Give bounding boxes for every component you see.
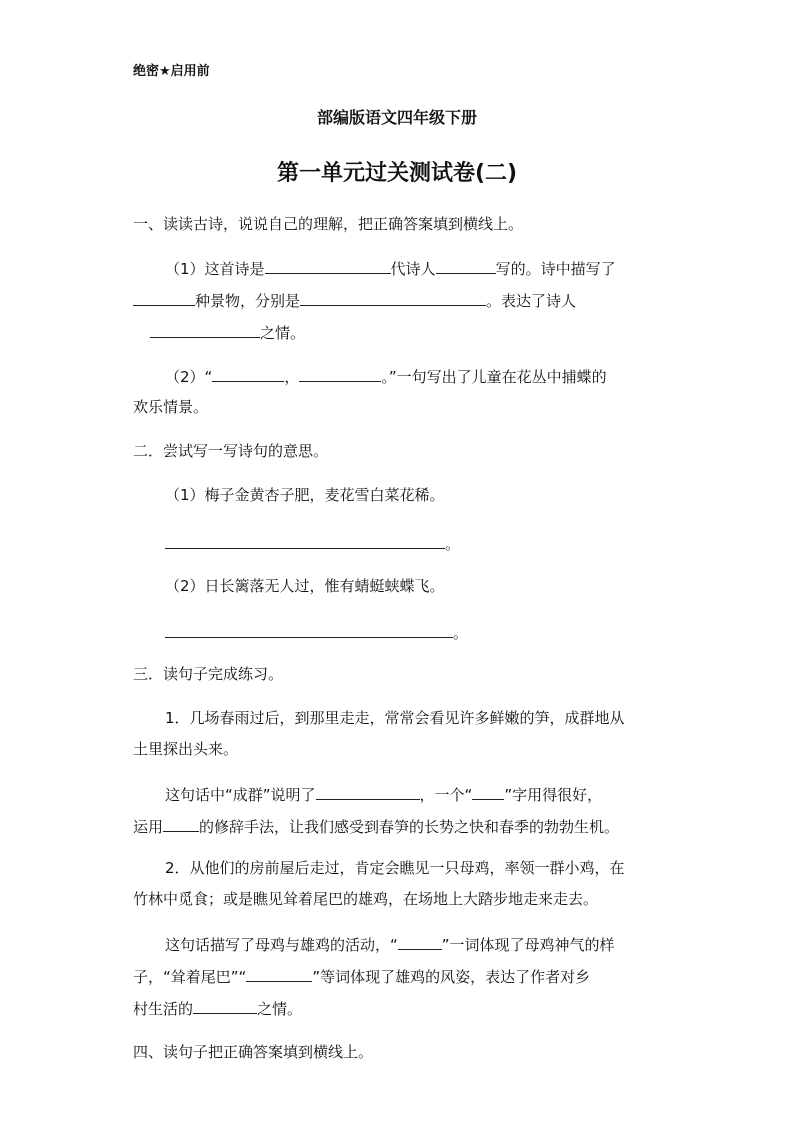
section2-q2-answer: 。: [165, 622, 468, 643]
confidential-label: 绝密★启用前: [133, 64, 210, 79]
section3-heading: 三．读句子完成练习。: [133, 665, 284, 683]
section3-p1-question-line2: 运用 的修辞手法，让我们感受到春笋的长势之快和春季的勃勃生机。: [133, 818, 620, 836]
section3-p2-line1: 2．从他们的房前屋后走过，肯定会瞧见一只母鸡，率领一群小鸡，在: [165, 859, 625, 877]
section1-q1-line2: 种景物，分别是 。表达了诗人: [133, 290, 576, 311]
answer-blank[interactable]: [265, 258, 391, 274]
section3-p1-line2: 土里探出头来。: [133, 740, 239, 758]
answer-blank[interactable]: [299, 366, 381, 382]
section1-heading: 一、读读古诗，说说自己的理解，把正确答案填到横线上。: [133, 215, 524, 233]
section1-q1-line3: 之情。: [150, 322, 305, 343]
answer-blank[interactable]: [436, 258, 496, 274]
answer-blank[interactable]: [398, 934, 442, 950]
section3-p2-question-line3: 村生活的 之情。: [133, 1000, 303, 1018]
section1-q2-line2: 欢乐情景。: [133, 398, 209, 416]
answer-blank[interactable]: [300, 290, 486, 306]
section3-p1-question-line1: 这句话中“成群”说明了 ，一个“ ”字用得很好，: [165, 786, 603, 804]
section3-p2-question-line2: 子，“耸着尾巴”“ ”等词体现了雄鸡的风姿，表达了作者对乡: [133, 968, 591, 986]
section2-heading: 二．尝试写一写诗句的意思。: [133, 442, 329, 460]
answer-blank[interactable]: [133, 290, 195, 306]
answer-blank[interactable]: [165, 622, 453, 638]
section3-p2-line2: 竹林中觅食；或是瞧见耸着尾巴的雄鸡，在场地上大踏步地走来走去。: [133, 890, 599, 908]
answer-blank[interactable]: [150, 322, 260, 338]
section3-p1-line1: 1．几场春雨过后，到那里走走，常常会看见许多鲜嫩的笋，成群地从: [165, 709, 625, 727]
section1-q1-line1: （1）这首诗是 代诗人 写的。诗中描写了: [165, 260, 616, 278]
document-subtitle: 部编版语文四年级下册: [316, 108, 477, 127]
section1-q2-line1: （2）“ ， 。”一句写出了儿童在花丛中捕蝶的: [165, 368, 607, 386]
document-title: 第一单元过关测试卷(二): [276, 161, 518, 186]
answer-blank[interactable]: [165, 533, 445, 549]
answer-blank[interactable]: [193, 998, 257, 1014]
answer-blank[interactable]: [246, 966, 312, 982]
answer-blank[interactable]: [316, 784, 420, 800]
section4-heading: 四、读句子把正确答案填到横线上。: [133, 1043, 374, 1061]
answer-blank[interactable]: [163, 816, 199, 832]
section2-q2: （2）日长篱落无人过，惟有蜻蜓蛱蝶飞。: [165, 577, 445, 595]
section3-p2-question-line1: 这句话描写了母鸡与雄鸡的活动，“ ”一词体现了母鸡神气的样: [165, 936, 615, 954]
answer-blank[interactable]: [472, 784, 504, 800]
section2-q1: （1）梅子金黄杏子肥，麦花雪白菜花稀。: [165, 486, 445, 504]
answer-blank[interactable]: [212, 366, 284, 382]
section2-q1-answer: 。: [165, 533, 460, 554]
